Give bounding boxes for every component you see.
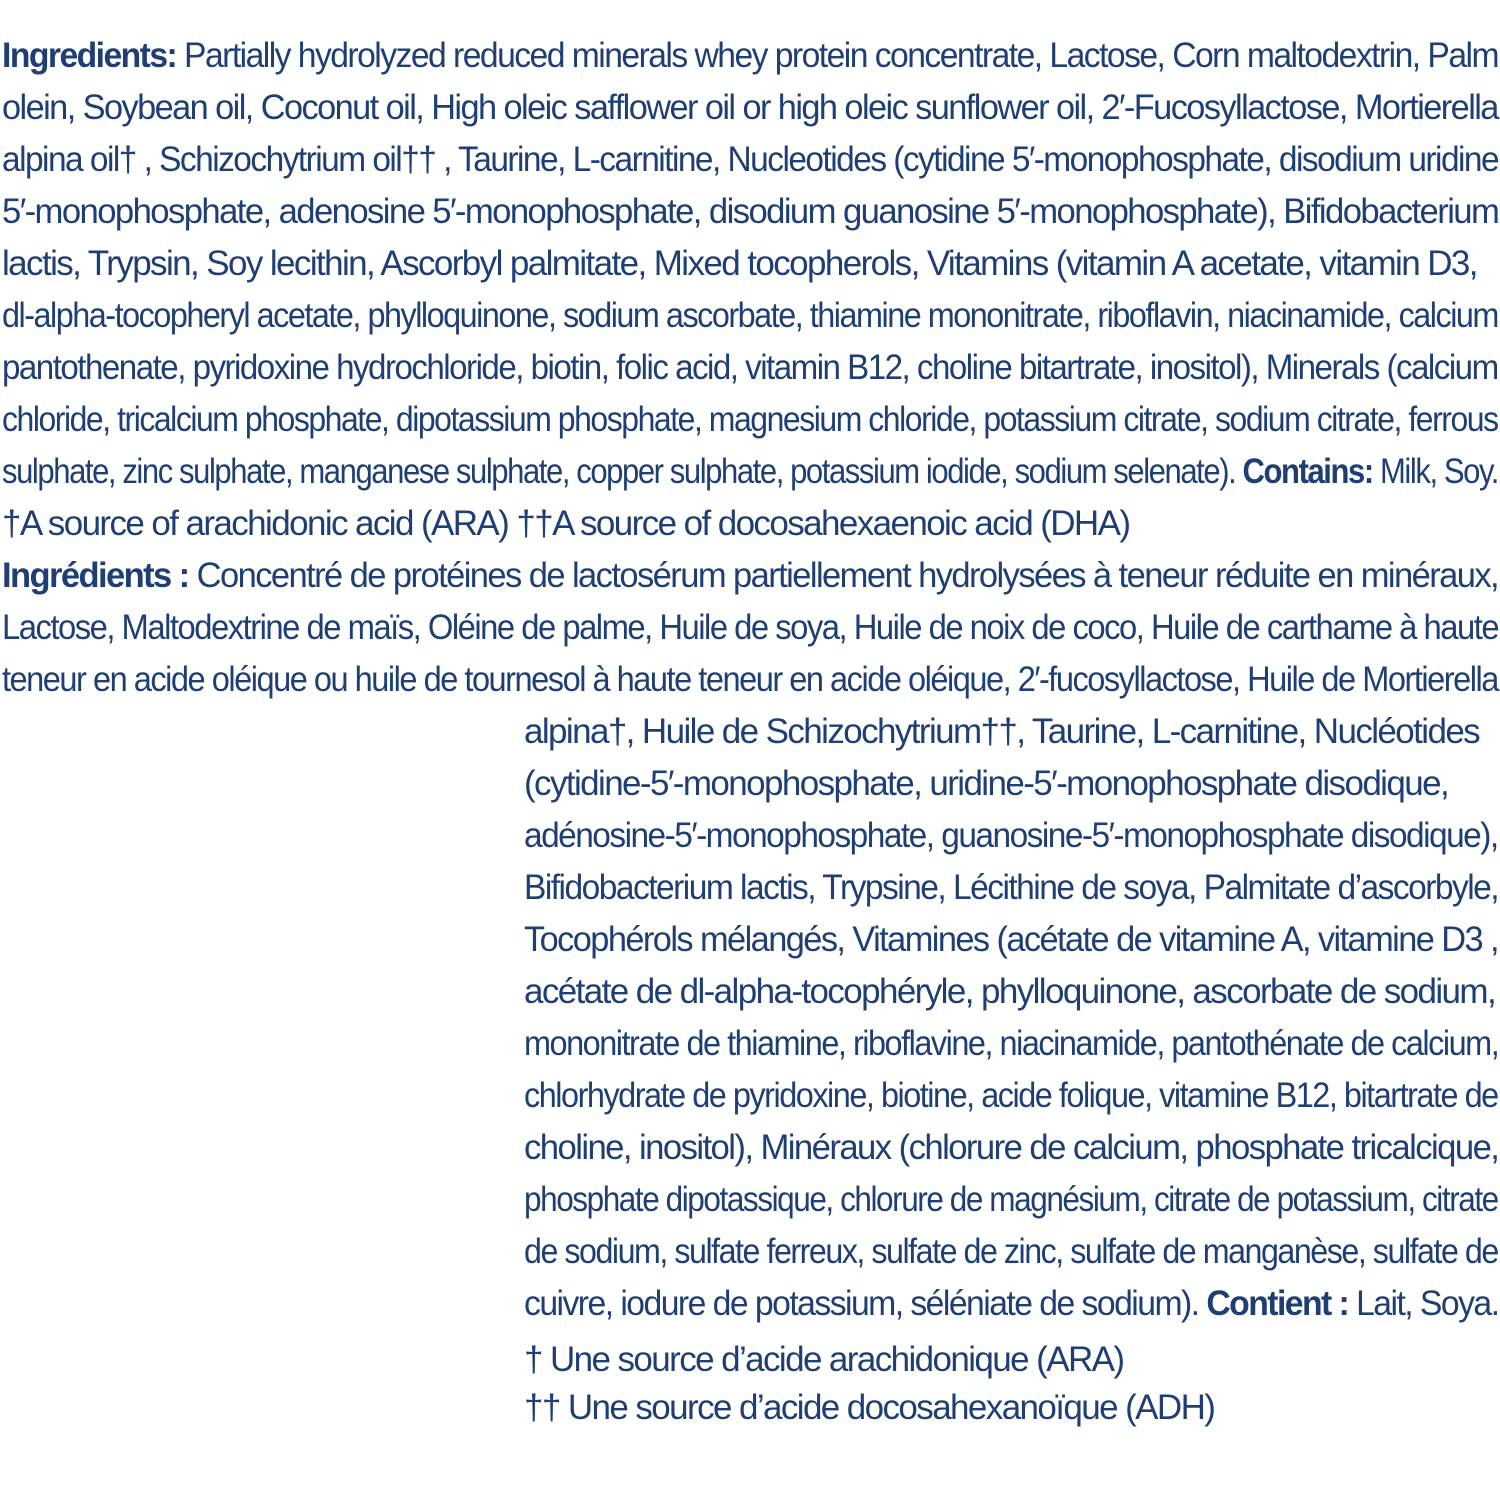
french-text-line: alpina†, Huile de Schizochytrium††, Taurine, L-carnitine, Nucléotides bbox=[524, 712, 1480, 751]
french-text-line: Bifidobacterium lactis, Trypsine, Lécithine de soya, Palmitate d’ascorbyle, bbox=[524, 868, 1499, 907]
english-text-line: lactis, Trypsin, Soy lecithin, Ascorbyl palmitate, Mixed tocopherols, Vitamins (vitamin A acetate, vitamin D3, bbox=[2, 244, 1477, 283]
english-text-line: olein, Soybean oil, Coconut oil, High oleic safflower oil or high oleic sunflower oil, 2′-Fucosyllactose, Mortierella bbox=[2, 88, 1498, 127]
french-line-4 bbox=[524, 706, 1479, 758]
french-text-line: de sodium, sulfate ferreux, sulfate de zinc, sulfate de manganèse, sulfate de bbox=[524, 1232, 1498, 1271]
french-line-10 bbox=[524, 1018, 1498, 1070]
english-text-line: chloride, tricalcium phosphate, dipotassium phosphate, magnesium chloride, potassium citrate, sodium citrate, ferrous bbox=[2, 400, 1498, 439]
french-line-9 bbox=[524, 966, 1495, 1018]
english-ingredients-heading: Ingredients: bbox=[2, 36, 177, 75]
english-line-9 bbox=[2, 446, 1498, 498]
french-text-line: teneur en acide oléique ou huile de tournesol à haute teneur en acide oléique, 2′-fucosyllactose, Huile de Mortierella bbox=[2, 660, 1498, 699]
french-footnote-text: †† Une source d’acide docosahexanoïque (ADH) bbox=[524, 1388, 1215, 1427]
french-text-line: cuivre, iodure de potassium, séléniate de sodium). bbox=[524, 1284, 1207, 1323]
french-text-line: Tocophérols mélangés, Vitamines (acétate de vitamine A, vitamine D3 , bbox=[524, 920, 1499, 959]
french-contains-label: Contient : bbox=[1206, 1284, 1349, 1323]
french-line-8 bbox=[524, 914, 1498, 966]
english-line-5 bbox=[2, 238, 1477, 290]
french-text-line: Lactose, Maltodextrine de maïs, Oléine de palme, Huile de soya, Huile de noix de coco, Huile de carthame à haute bbox=[2, 608, 1499, 647]
english-text-line: Partially hydrolyzed reduced minerals whey protein concentrate, Lactose, Corn maltodextrin, Palm bbox=[176, 36, 1498, 75]
french-line-12 bbox=[524, 1122, 1498, 1174]
french-line-11 bbox=[524, 1070, 1498, 1122]
french-text-line: acétate de dl-alpha-tocophéryle, phylloquinone, ascorbate de sodium, bbox=[524, 972, 1496, 1011]
french-line-15 bbox=[524, 1278, 1498, 1330]
french-footnote-text: † Une source d’acide arachidonique (ARA) bbox=[524, 1340, 1124, 1379]
english-line-3 bbox=[2, 134, 1498, 186]
french-text-line: choline, inositol), Minéraux (chlorure de calcium, phosphate tricalcique, bbox=[524, 1128, 1499, 1167]
english-line-7 bbox=[2, 342, 1498, 394]
french-line-3 bbox=[2, 654, 1498, 706]
french-line-13 bbox=[524, 1174, 1498, 1226]
french-text-line: Concentré de protéines de lactosérum partiellement hydrolysées à teneur réduite en minéraux, bbox=[188, 556, 1499, 595]
french-footnote-adh bbox=[524, 1382, 1214, 1434]
french-line-14 bbox=[524, 1226, 1498, 1278]
french-text-line: phosphate dipotassique, chlorure de magnésium, citrate de potassium, citrate bbox=[524, 1180, 1498, 1219]
english-footnote bbox=[2, 498, 1129, 550]
french-text-line: adénosine-5′-monophosphate, guanosine-5′-monophosphate disodique), bbox=[524, 816, 1498, 855]
english-text-line: pantothenate, pyridoxine hydrochloride, biotin, folic acid, vitamin B12, choline bitartrate, inositol), Minerals (calcium bbox=[2, 348, 1498, 387]
english-line-2 bbox=[2, 82, 1498, 134]
english-line-6 bbox=[2, 290, 1498, 342]
french-text-line: mononitrate de thiamine, riboflavine, niacinamide, pantothénate de calcium, bbox=[524, 1024, 1499, 1063]
french-line-1 bbox=[2, 550, 1498, 602]
french-ingredients-heading: Ingrédients : bbox=[2, 556, 189, 595]
french-line-6 bbox=[524, 810, 1498, 862]
english-footnote-text: †A source of arachidonic acid (ARA) ††A source of docosahexaenoic acid (DHA) bbox=[2, 504, 1130, 543]
english-text-line: 5′-monophosphate, adenosine 5′-monophosphate, disodium guanosine 5′-monophosphate), Bifidobacterium bbox=[2, 192, 1499, 231]
english-contains-value: Milk, Soy. bbox=[1372, 452, 1498, 491]
french-text-line: chlorhydrate de pyridoxine, biotine, acide folique, vitamine B12, bitartrate de bbox=[524, 1076, 1498, 1115]
english-line-8 bbox=[2, 394, 1498, 446]
french-contains-value: Lait, Soya. bbox=[1348, 1284, 1499, 1323]
english-text-line: alpina oil† , Schizochytrium oil†† , Taurine, L-carnitine, Nucleotides (cytidine 5′-monophosphate, disodium uridine bbox=[2, 140, 1499, 179]
french-line-2 bbox=[2, 602, 1498, 654]
english-text-line: sulphate, zinc sulphate, manganese sulphate, copper sulphate, potassium iodide, sodium selenate). bbox=[2, 452, 1243, 491]
french-line-5 bbox=[524, 758, 1448, 810]
french-text-line: (cytidine-5′-monophosphate, uridine-5′-monophosphate disodique, bbox=[524, 764, 1449, 803]
english-text-line: dl-alpha-tocopheryl acetate, phylloquinone, sodium ascorbate, thiamine mononitrate, riboflavin, niacinamide, calcium bbox=[2, 296, 1498, 335]
english-line-1 bbox=[2, 30, 1498, 82]
english-line-4 bbox=[2, 186, 1498, 238]
french-footnote-ara bbox=[524, 1334, 1123, 1386]
english-contains-label: Contains: bbox=[1242, 452, 1373, 491]
french-line-7 bbox=[524, 862, 1498, 914]
